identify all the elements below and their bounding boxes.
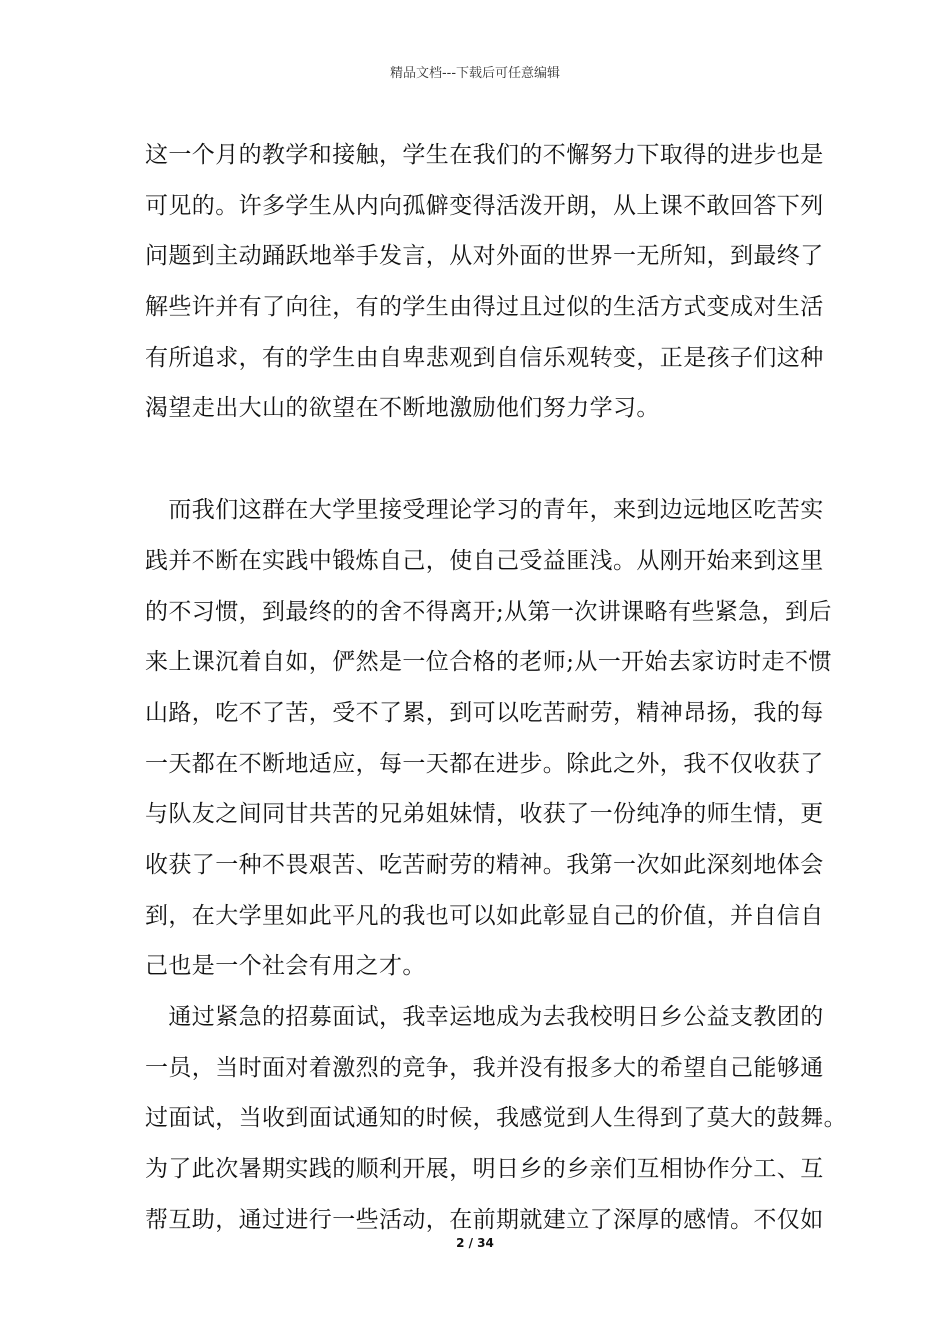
text-line: 渴望走出大山的欲望在不断地激励他们努力学习。 [145, 395, 660, 422]
text-line: 通过紧急的招募面试，我幸运地成为去我校明日乡公益支教团的 [145, 1004, 824, 1030]
text-line: 解些许并有了向往，有的学生由得过且过似的生活方式变成对生活 [145, 294, 824, 321]
page-header: 精品文档---下载后可任意编辑 [389, 66, 561, 81]
text-line: 为了此次暑期实践的顺利开展，明日乡的乡亲们互相协作分工、互 [145, 1156, 824, 1183]
text-line: 一员，当时面对着激烈的竞争，我并没有报多大的希望自己能够通 [145, 1054, 824, 1081]
text-line: 与队友之间同甘共苦的兄弟姐妹情，收获了一份纯净的师生情，更 [145, 801, 824, 828]
text-line: 有所追求，有的学生由自卑悲观到自信乐观转变，正是孩子们这种 [145, 344, 824, 371]
text-line: 践并不断在实践中锻炼自己，使自己受益匪浅。从刚开始来到这里 [145, 547, 824, 574]
paragraph-3 [145, 992, 847, 1245]
text-line: 山路，吃不了苦，受不了累，到可以吃苦耐劳，精神昂扬，我的每 [145, 699, 824, 726]
text-line: 问题到主动踊跃地举手发言，从对外面的世界一无所知，到最终了 [145, 243, 824, 270]
paragraph-2 [145, 485, 832, 992]
text-line: 来上课沉着自如，俨然是一位合格的老师;从一开始去家访时走不惯 [145, 649, 832, 676]
paragraph-spacer [145, 434, 813, 485]
text-line: 过面试，当收到面试通知的时候，我感觉到人生得到了莫大的鼓舞。 [145, 1105, 847, 1132]
paragraph-1 [145, 130, 824, 434]
document-body [145, 130, 847, 1245]
text-line: 的不习惯，到最终的的舍不得离开;从第一次讲课略有些紧急，到后 [145, 598, 832, 625]
text-line: 而我们这群在大学里接受理论学习的青年，来到边远地区吃苦实 [145, 497, 824, 524]
text-line: 到，在大学里如此平凡的我也可以如此彰显自己的价值，并自信自 [145, 902, 824, 929]
text-line: 一天都在不断地适应，每一天都在进步。除此之外，我不仅收获了 [145, 750, 824, 777]
text-line: 己也是一个社会有用之才。 [145, 953, 426, 980]
text-line: 收获了一种不畏艰苦、吃苦耐劳的精神。我第一次如此深刻地体会 [145, 851, 824, 878]
text-line: 可见的。许多学生从内向孤僻变得活泼开朗，从上课不敢回答下列 [145, 192, 824, 219]
text-line: 这一个月的教学和接触，学生在我们的不懈努力下取得的进步也是 [145, 142, 824, 168]
page-number: 2 / 34 [456, 1236, 494, 1250]
text-line: 帮互助，通过进行一些活动，在前期就建立了深厚的感情。不仅如 [145, 1206, 824, 1233]
